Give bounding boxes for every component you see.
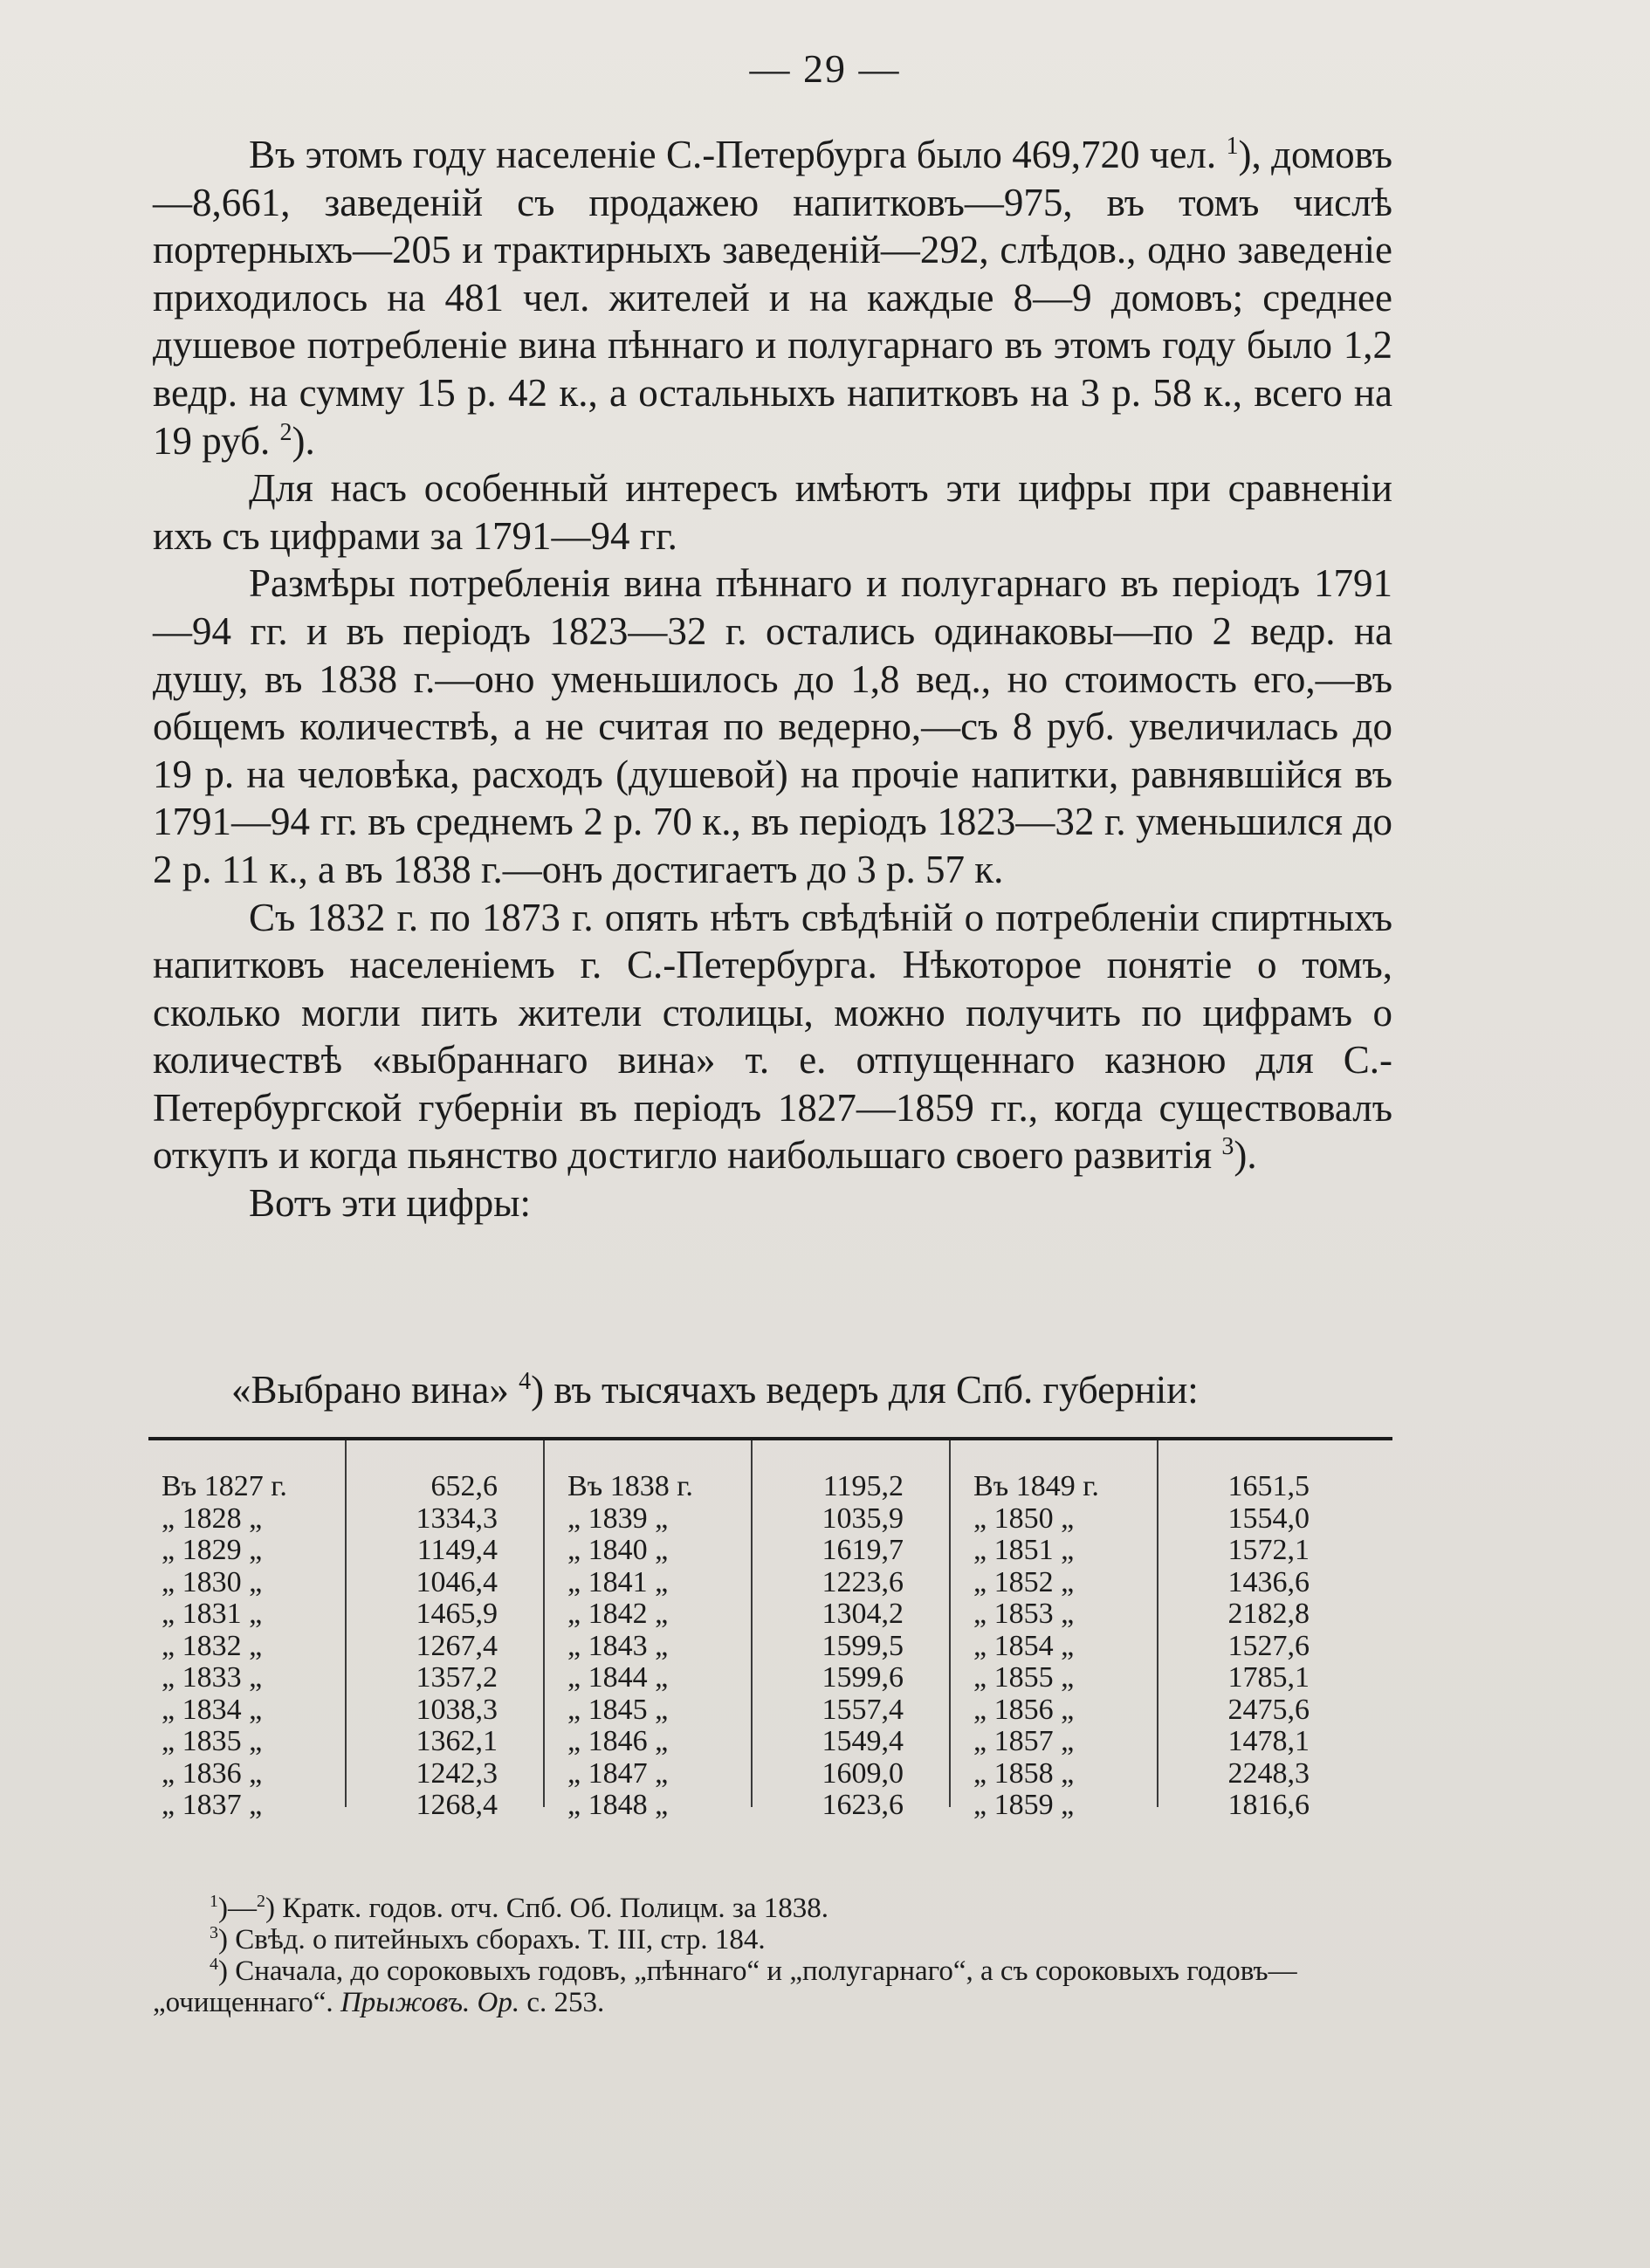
- table-year-cell: Въ 1827 г.: [162, 1470, 287, 1502]
- column-divider: [949, 1440, 951, 1807]
- table-column-2: [567, 1471, 973, 1822]
- table-year-cell: „ 1852 „: [973, 1565, 1075, 1598]
- table-value-cell: 1242,3: [416, 1756, 498, 1790]
- page-number: — 29 —: [749, 46, 901, 91]
- table-year-cell: „ 1844 „: [567, 1661, 669, 1694]
- table-value-cell: 1599,6: [822, 1661, 904, 1694]
- table-value-cell: 1554,0: [1227, 1502, 1310, 1535]
- caption-text: ) въ тысячахъ ведеръ для Спб. губерніи:: [531, 1368, 1199, 1412]
- table-column-1: [162, 1471, 567, 1822]
- table-value-cell: 1035,9: [822, 1502, 904, 1535]
- paragraph-text: Вотъ эти цифры:: [249, 1181, 531, 1226]
- table-value-cell: 2182,8: [1227, 1598, 1310, 1630]
- table-value-cell: 1267,4: [416, 1629, 498, 1662]
- year-column: [973, 1471, 1157, 1822]
- table-value-cell: 1149,4: [416, 1534, 498, 1566]
- table-year-cell: „ 1828 „: [162, 1502, 263, 1535]
- caption-text: «Выбрано вина»: [231, 1368, 519, 1412]
- wine-volume-table: [162, 1471, 1379, 1822]
- table-year-cell: „ 1843 „: [567, 1629, 669, 1662]
- paragraph-text: ).: [292, 418, 315, 463]
- footnote-text: ) Сначала, до сороковыхъ годовъ, „пѣннаго“ и „полугарнаго“, а съ сороковыхъ годовъ—„очищеннаго“.: [153, 1955, 1297, 2018]
- table-value-cell: 1527,6: [1227, 1629, 1310, 1662]
- table-year-cell: „ 1859 „: [973, 1789, 1075, 1821]
- footnote-1-2: [153, 1893, 1392, 1924]
- table-value-cell: 2475,6: [1227, 1693, 1310, 1726]
- table-year-cell: „ 1835 „: [162, 1725, 263, 1757]
- table-value-cell: 1268,4: [416, 1789, 498, 1821]
- footnote-ref: 1: [1226, 133, 1239, 160]
- table-year-cell: „ 1856 „: [973, 1693, 1075, 1726]
- value-column: [1157, 1471, 1310, 1822]
- table-year-cell: „ 1850 „: [973, 1502, 1075, 1535]
- table-year-cell: „ 1836 „: [162, 1756, 263, 1790]
- table-value-cell: 1195,2: [822, 1470, 904, 1502]
- table-value-cell: 1357,2: [416, 1661, 498, 1694]
- footnote-text: ) Кратк. годов. отч. Спб. Об. Полицм. за 1838.: [265, 1893, 829, 1924]
- column-divider: [543, 1440, 545, 1807]
- column-divider: [345, 1440, 347, 1807]
- footnote-3: [153, 1924, 1392, 1955]
- table-year-cell: „ 1839 „: [567, 1502, 669, 1535]
- table-value-cell: 1609,0: [822, 1756, 904, 1790]
- table-top-rule: [148, 1437, 1392, 1440]
- table-value-cell: 1816,6: [1227, 1789, 1310, 1821]
- table-value-cell: 1549,4: [822, 1725, 904, 1757]
- footnote-text: )—: [218, 1893, 257, 1924]
- table-year-cell: Въ 1849 г.: [973, 1470, 1099, 1502]
- table-year-cell: „ 1840 „: [567, 1534, 669, 1566]
- table-value-cell: 1362,1: [416, 1725, 498, 1757]
- footnote-text: с. 253.: [519, 1987, 605, 2018]
- footnote-marker: 3: [210, 1923, 218, 1942]
- table-value-cell: 1465,9: [416, 1598, 498, 1630]
- paragraph-5: [153, 1179, 1392, 1227]
- table-value-cell: 652,6: [430, 1470, 498, 1502]
- table-value-cell: 1785,1: [1227, 1661, 1310, 1694]
- paragraph-4: [153, 894, 1392, 1180]
- table-year-cell: „ 1841 „: [567, 1565, 669, 1598]
- column-divider: [751, 1440, 753, 1807]
- paragraph-text: Для насъ особенный интересъ имѣютъ эти цифры при сравненіи ихъ съ цифрами за 1791—94 гг.: [153, 466, 1392, 558]
- table-year-cell: „ 1833 „: [162, 1661, 263, 1694]
- paragraph-text: ).: [1234, 1133, 1257, 1178]
- table-value-cell: 1557,4: [822, 1693, 904, 1726]
- footnote-ref: 4: [519, 1368, 532, 1395]
- table-value-cell: 1478,1: [1227, 1725, 1310, 1757]
- table-year-cell: „ 1832 „: [162, 1629, 263, 1662]
- table-year-cell: „ 1829 „: [162, 1534, 263, 1566]
- table-caption: [231, 1366, 1392, 1413]
- table-value-cell: 2248,3: [1227, 1756, 1310, 1790]
- paragraph-text: ), домовъ—8,661, заведеній съ продажею напитковъ—975, въ томъ числѣ портерныхъ—205 и трактирныхъ заведеній—292, слѣдов., одно заведеніе приходилось на 481 чел. жителей и на каждые 8—9 домовъ; среднее душевое потребленіе вина пѣннаго и полугарнаго въ этомъ году было 1,2 ведр. на сумму 15 р. 42 к., а остальныхъ напитковъ на 3 р. 58 к., всего на 19 руб.: [153, 133, 1392, 463]
- year-column: [162, 1471, 345, 1822]
- table-year-cell: „ 1842 „: [567, 1598, 669, 1630]
- table-value-cell: 1599,5: [822, 1629, 904, 1662]
- footnote-4: [153, 1955, 1392, 2018]
- table-year-cell: „ 1851 „: [973, 1534, 1075, 1566]
- table-value-cell: 1334,3: [416, 1502, 498, 1535]
- table-year-cell: „ 1848 „: [567, 1789, 669, 1821]
- table-year-cell: „ 1858 „: [973, 1756, 1075, 1790]
- table-value-cell: 1436,6: [1227, 1565, 1310, 1598]
- paragraph-text: Въ этомъ году населеніе С.-Петербурга было 469,720 чел.: [249, 133, 1227, 176]
- table-year-cell: „ 1857 „: [973, 1725, 1075, 1757]
- paragraph-3: [153, 560, 1392, 893]
- table-year-cell: „ 1846 „: [567, 1725, 669, 1757]
- footnote-text: ) Свѣд. о питейныхъ сборахъ. Т. III, стр. 184.: [218, 1924, 766, 1955]
- value-column: [345, 1471, 498, 1822]
- table-value-cell: 1304,2: [822, 1598, 904, 1630]
- table-column-3: [973, 1471, 1379, 1822]
- footnote-author: Прыжовъ. Ор.: [340, 1987, 520, 2018]
- year-column: [567, 1471, 751, 1822]
- table-year-cell: „ 1855 „: [973, 1661, 1075, 1694]
- table-year-cell: „ 1830 „: [162, 1565, 263, 1598]
- table-value-cell: 1619,7: [822, 1534, 904, 1566]
- table-value-cell: 1038,3: [416, 1693, 498, 1726]
- table-year-cell: „ 1834 „: [162, 1693, 263, 1726]
- table-year-cell: „ 1854 „: [973, 1629, 1075, 1662]
- value-column: [751, 1471, 904, 1822]
- table-year-cell: „ 1847 „: [567, 1756, 669, 1790]
- body-text: [153, 131, 1392, 1227]
- table-year-cell: „ 1837 „: [162, 1789, 263, 1821]
- column-divider: [1157, 1440, 1158, 1807]
- table-year-cell: „ 1831 „: [162, 1598, 263, 1630]
- footnote-ref: 2: [279, 418, 292, 446]
- table-year-cell: Въ 1838 г.: [567, 1470, 693, 1502]
- table-value-cell: 1223,6: [822, 1565, 904, 1598]
- footnote-marker: 1: [210, 1892, 218, 1911]
- table-year-cell: „ 1853 „: [973, 1598, 1075, 1630]
- footnotes: [153, 1893, 1392, 2018]
- table-value-cell: 1623,6: [822, 1789, 904, 1821]
- footnote-marker: 4: [210, 1955, 218, 1974]
- table-value-cell: 1651,5: [1227, 1470, 1310, 1502]
- footnote-ref: 3: [1221, 1133, 1234, 1161]
- paragraph-1: [153, 131, 1392, 464]
- footnote-marker: 2: [257, 1892, 265, 1911]
- table-value-cell: 1572,1: [1227, 1534, 1310, 1566]
- paragraph-text: Съ 1832 г. по 1873 г. опять нѣтъ свѣдѣній о потребленіи спиртныхъ напитковъ населеніемъ г. С.-Петербурга. Нѣкоторое понятіе о томъ, сколько могли пить жители столицы, можно получить по цифрамъ о количествѣ «выбраннаго вина» т. е. отпущеннаго казною для С.-Петербургской губерніи въ періодъ 1827—1859 гг., когда существовалъ откупъ и когда пьянство достигло наибольшаго своего развитія: [153, 895, 1392, 1178]
- paragraph-2: [153, 464, 1392, 560]
- table-value-cell: 1046,4: [416, 1565, 498, 1598]
- paragraph-text: Размѣры потребленія вина пѣннаго и полугарнаго въ періодъ 1791—94 гг. и въ періодъ 1823—32 г. остались одинаковы—по 2 ведр. на душу, въ 1838 г.—оно уменьшилось до 1,8 вед., но стоимость его,—въ общемъ количествѣ, а не считая по ведерно,—съ 8 руб. увеличилась до 19 р. на человѣка, расходъ (душевой) на прочіе напитки, равнявшійся въ 1791—94 гг. въ среднемъ 2 р. 70 к., въ періодъ 1823—32 г. уменьшился до 2 р. 11 к., а въ 1838 г.—онъ достигаетъ до 3 р. 57 к.: [153, 561, 1392, 891]
- table-year-cell: „ 1845 „: [567, 1693, 669, 1726]
